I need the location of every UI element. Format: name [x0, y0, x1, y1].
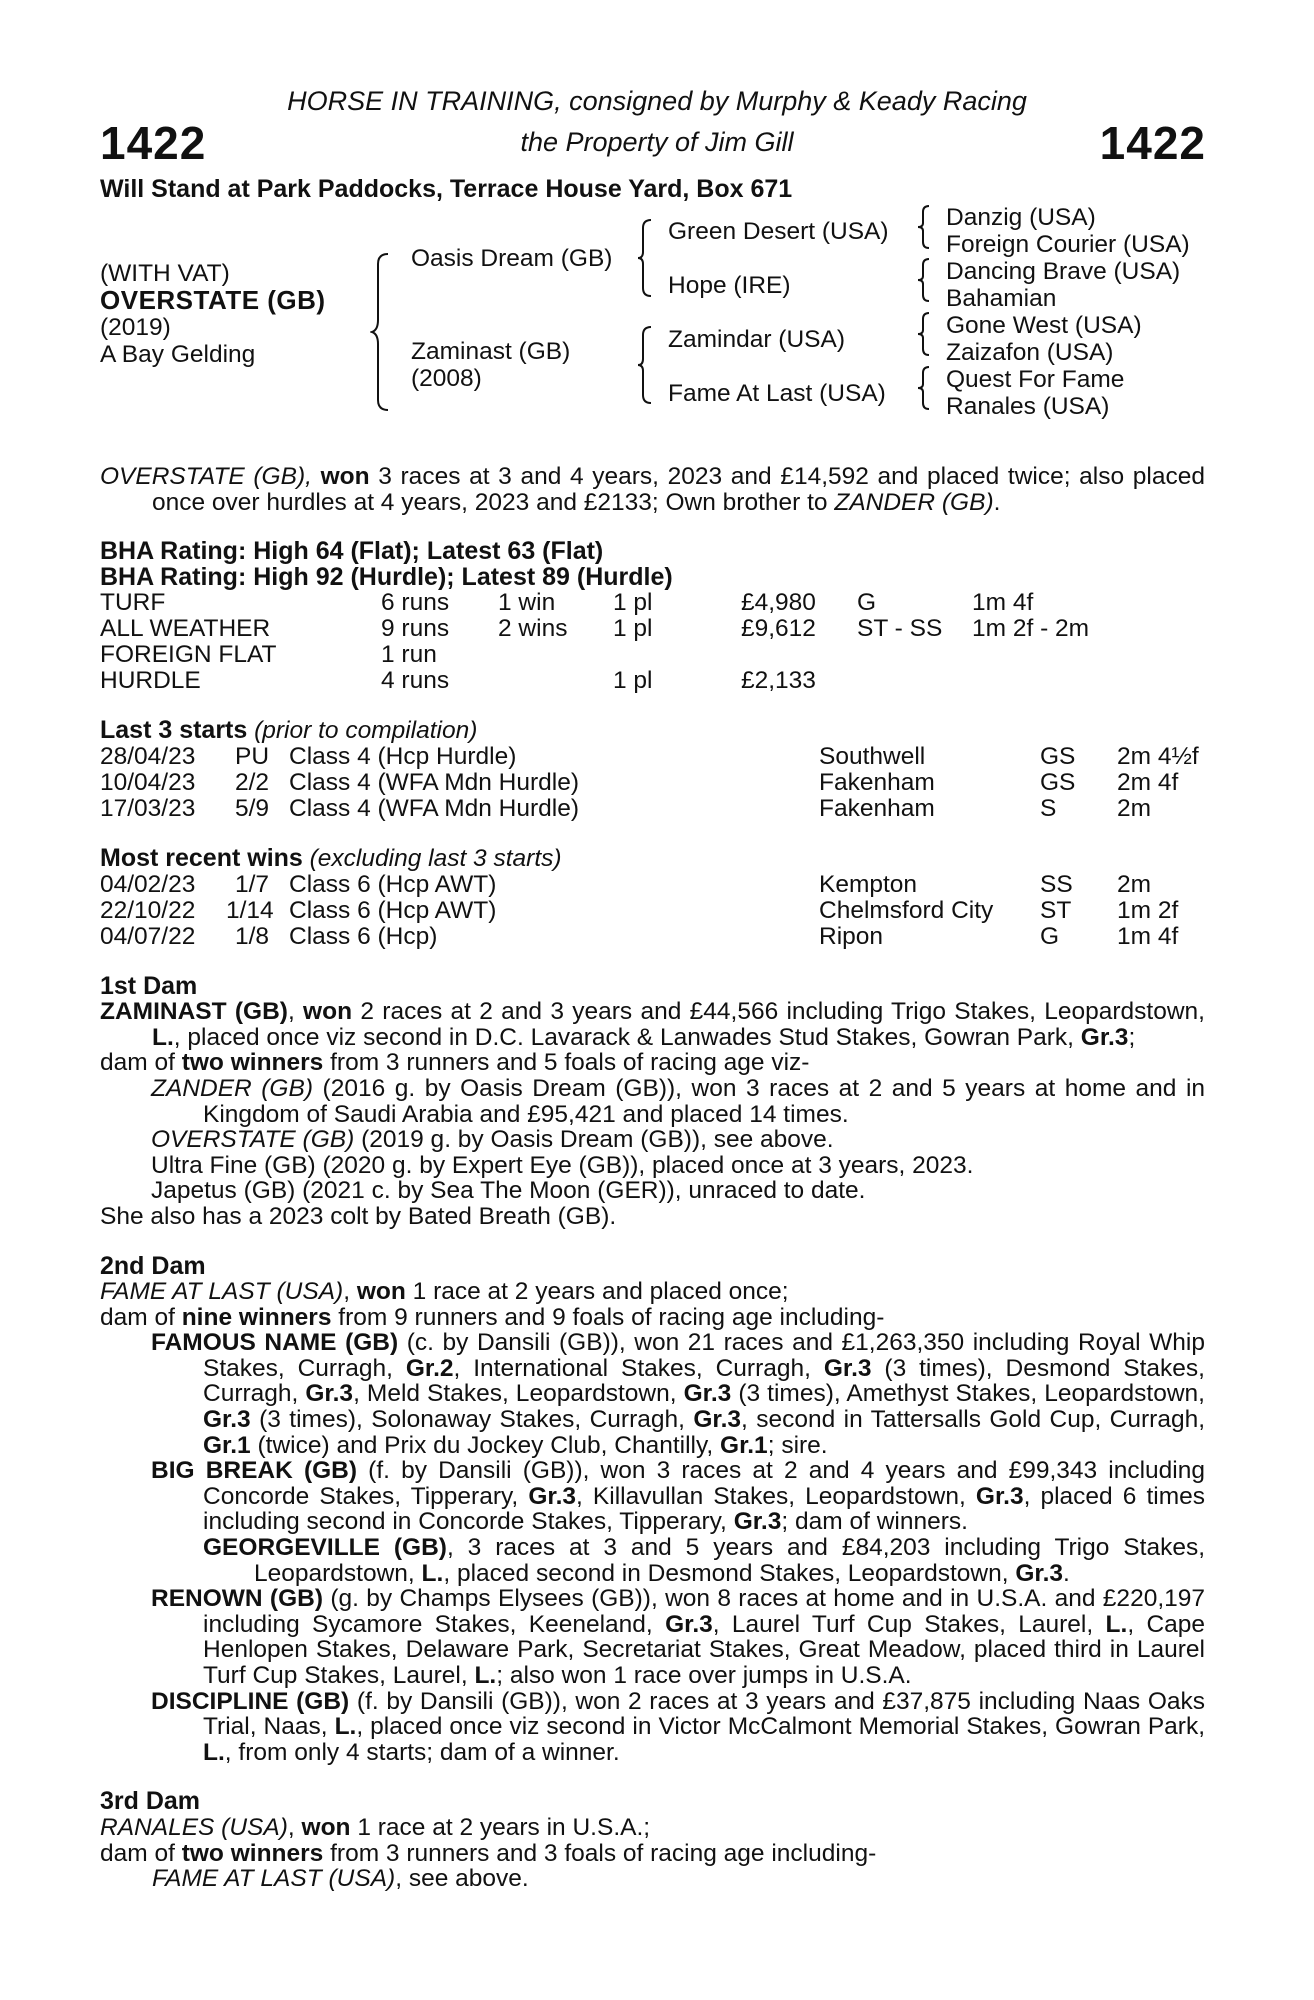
win-row: 04/02/23 1/7 Class 6 (Hcp AWT) Kempton SS 2m — [100, 870, 1152, 898]
produce-ultra-fine: Ultra Fine (GB) (2020 g. by Expert Eye (GB)), placed once at 3 years, 2023. — [151, 1151, 974, 1179]
pedigree-brace-sd — [916, 257, 932, 303]
ancestor-sds: Dancing Brave (USA) — [946, 258, 1181, 285]
ancestor-ddd: Ranales (USA) — [946, 393, 1110, 420]
vat-note: (WITH VAT) — [100, 260, 230, 287]
race-summary: OVERSTATE (GB), won 3 races at 3 and 4 years, 2023 and £14,592 and placed twice; also placed once over hurdles at 4 years, 2023 and £2133; Own brother to ZANDER (GB). — [100, 463, 1205, 516]
second-dam-record: FAME AT LAST (USA), won 1 race at 2 years and placed once; — [100, 1278, 789, 1306]
start-row: 17/03/23 5/9 Class 4 (WFA Mdn Hurdle) Fakenham S 2m — [100, 794, 1152, 822]
produce-discipline: DISCIPLINE (GB) (f. by Dansili (GB)), won 2 races at 3 years and £37,875 including Naas Oaks Trial, Naas, L., placed once viz second in Victor McCalmont Memorial Stakes, Gowran Park, L., from only 4 starts; dam of a winner. — [151, 1687, 1206, 1766]
record-row: HURDLE 4 runs 1 pl £2,133 — [100, 667, 816, 695]
ancestor-dds: Quest For Fame — [946, 366, 1125, 393]
second-dam-produce: dam of nine winners from 9 runners and 9 foals of racing age including- — [100, 1303, 885, 1331]
grandsire-ss: Green Desert (USA) — [668, 218, 889, 245]
granddam-dd: Fame At Last (USA) — [668, 380, 886, 407]
grandsire-ds: Zamindar (USA) — [668, 326, 845, 353]
pedigree-brace-dd — [916, 365, 932, 411]
ancestor-sdd: Bahamian — [946, 285, 1057, 312]
lot-number-right: 1422 — [1099, 117, 1206, 169]
ancestor-ssd: Foreign Courier (USA) — [946, 231, 1190, 258]
win-row: 04/07/22 1/8 Class 6 (Hcp) Ripon G 1m 4f — [100, 922, 1179, 950]
record-row: FOREIGN FLAT 1 run — [100, 641, 437, 669]
win-row: 22/10/22 1/14 Class 6 (Hcp AWT) Chelmsford City ST 1m 2f — [100, 896, 1179, 924]
first-dam-heading: 1st Dam — [100, 971, 198, 1000]
stand-location: Will Stand at Park Paddocks, Terrace House Yard, Box 671 — [100, 175, 793, 203]
recent-wins-table — [100, 872, 1205, 950]
dam-year: (2008) — [411, 365, 482, 392]
third-dam-record: RANALES (USA), won 1 race at 2 years in U.S.A.; — [100, 1813, 651, 1841]
last-3-starts-heading: Last 3 starts (prior to compilation) — [100, 716, 478, 745]
consignor-line: HORSE IN TRAINING, consigned by Murphy & Keady Racing — [287, 86, 1027, 116]
record-row: ALL WEATHER 9 runs 2 wins 1 pl £9,612 ST - SS 1m 2f - 2m — [100, 615, 1090, 643]
property-line: the Property of Jim Gill — [520, 127, 794, 157]
sire-name: Oasis Dream (GB) — [411, 245, 613, 272]
produce-zander: ZANDER (GB) (2016 g. by Oasis Dream (GB)), won 3 races at 2 and 5 years at home and in Kingdom of Saudi Arabia and £95,421 and placed 14 times. — [151, 1074, 1206, 1128]
horse-identity — [100, 260, 326, 368]
record-row: TURF 6 runs 1 win 1 pl £4,980 G 1m 4f — [100, 589, 1034, 617]
bha-rating-hurdle: BHA Rating: High 92 (Hurdle); Latest 89 (Hurdle) — [100, 562, 673, 591]
dam-name: Zaminast (GB) — [411, 338, 571, 365]
dam-block — [411, 338, 570, 392]
produce-renown: RENOWN (GB) (g. by Champs Elysees (GB)), won 8 races at home and in U.S.A. and £220,197 including Sycamore Stakes, Keeneland, Gr.3, Laurel Turf Cup Stakes, Laurel, L., Cape Henlopen Stakes, Delaware Park, Secretariat Stakes, Great Meadow, placed third in Laurel Turf Cup Stakes, Laurel, L.; also won 1 race over jumps in U.S.A. — [151, 1585, 1206, 1689]
horse-name: OVERSTATE (GB) — [100, 285, 326, 315]
pedigree-brace-dam — [636, 325, 654, 405]
pedigree-brace-sire — [636, 218, 654, 298]
ancestor-dss: Gone West (USA) — [946, 312, 1142, 339]
ancestor-sss: Danzig (USA) — [946, 204, 1096, 231]
pedigree-brace-ds — [916, 311, 932, 357]
recent-wins-heading: Most recent wins (excluding last 3 starts) — [100, 843, 562, 872]
horse-description: A Bay Gelding — [100, 341, 256, 368]
produce-georgeville: GEORGEVILLE (GB), 3 races at 3 and 5 years and £84,203 including Trigo Stakes, Leopardstown, L., placed second in Desmond Stakes, Leopardstown, Gr.3. — [203, 1534, 1205, 1587]
last-3-starts-table — [100, 744, 1205, 822]
catalogue-body — [100, 464, 1205, 1892]
produce-japetus: Japetus (GB) (2021 c. by Sea The Moon (GER)), unraced to date. — [151, 1177, 866, 1205]
pedigree-brace-ss — [916, 204, 932, 250]
third-dam-heading: 3rd Dam — [100, 1787, 201, 1816]
ancestor-dsd: Zaizafon (USA) — [946, 339, 1114, 366]
third-dam-produce: dam of two winners from 3 runners and 3 foals of racing age including- — [100, 1839, 877, 1867]
pedigree-brace-main — [370, 252, 392, 412]
produce-big-break: BIG BREAK (GB) (f. by Dansili (GB)), won 3 races at 2 and 4 years and £99,343 including Concorde Stakes, Tipperary, Gr.3, Killavullan Stakes, Leopardstown, Gr.3, placed 6 times including second in Concorde Stakes, Tipperary, Gr.3; dam of winners. — [151, 1457, 1206, 1536]
granddam-sd: Hope (IRE) — [668, 272, 791, 299]
record-table — [100, 590, 1205, 694]
start-row: 28/04/23 PU Class 4 (Hcp Hurdle) Southwell GS 2m 4½f — [100, 742, 1199, 770]
first-dam-record: ZAMINAST (GB), won 2 races at 2 and 3 years and £44,566 including Trigo Stakes, Leopardstown, L., placed once viz second in D.C. Lavarack & Lanwades Stud Stakes, Gowran Park, Gr.3; — [100, 998, 1205, 1051]
produce-overstate: OVERSTATE (GB) (2019 g. by Oasis Dream (GB)), see above. — [151, 1126, 834, 1154]
lot-number-left: 1422 — [100, 117, 207, 169]
produce-famous-name: FAMOUS NAME (GB) (c. by Dansili (GB)), won 21 races and £1,263,350 including Royal Whip Stakes, Curragh, Gr.2, International Stakes, Curragh, Gr.3 (3 times), Desmond Stakes, Curragh, Gr.3, Meld Stakes, Leopardstown, Gr.3 (3 times), Amethyst Stakes, Leopardstown, Gr.3 (3 times), Solonaway Stakes, Curragh, Gr.3, second in Tattersalls Gold Cup, Curragh, Gr.1 (twice) and Prix du Jockey Club, Chantilly, Gr.1; sire. — [151, 1329, 1206, 1459]
ancestors-gen3 — [946, 204, 1190, 420]
produce-fame-at-last: FAME AT LAST (USA), see above. — [152, 1865, 529, 1893]
second-dam-heading: 2nd Dam — [100, 1251, 206, 1280]
bha-rating-flat: BHA Rating: High 64 (Flat); Latest 63 (Flat) — [100, 537, 604, 566]
start-row: 10/04/23 2/2 Class 4 (WFA Mdn Hurdle) Fakenham GS 2m 4f — [100, 768, 1179, 796]
produce-colt: She also has a 2023 colt by Bated Breath (GB). — [100, 1202, 617, 1230]
horse-year: (2019) — [100, 314, 171, 341]
first-dam-produce: dam of two winners from 3 runners and 5 foals of racing age viz- — [100, 1049, 810, 1077]
